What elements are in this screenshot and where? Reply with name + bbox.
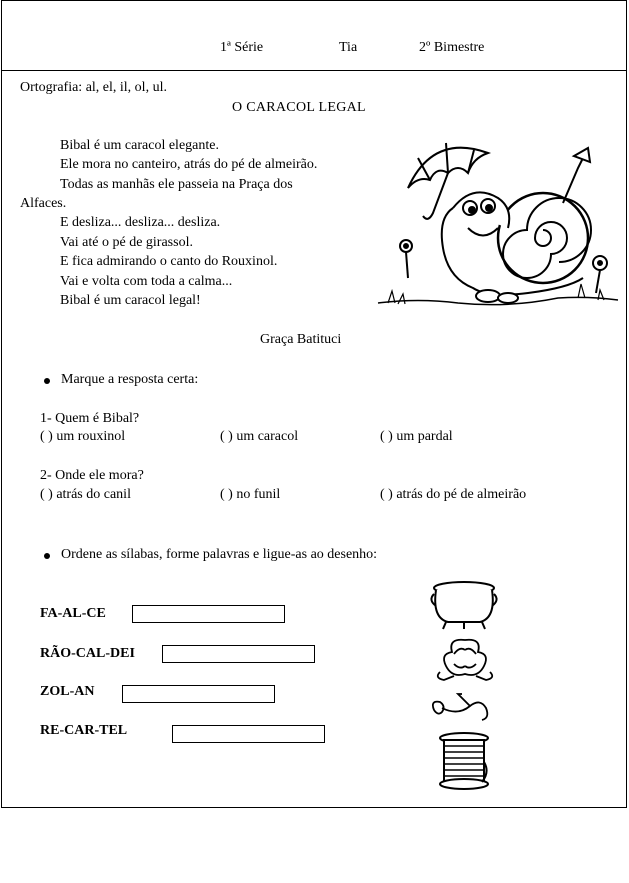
poem-line: Todas as manhãs ele passeia na Praça dos (60, 177, 293, 192)
exercise1-instruction: Marque a resposta certa: (61, 372, 199, 387)
poem-line: E fica admirando o canto do Rouxinol. (60, 254, 278, 269)
question-1-label: 1- Quem é Bibal? (40, 411, 140, 426)
syllable-item: RE-CAR-TEL (40, 723, 128, 738)
question-1-option[interactable]: ( ) um pardal (380, 429, 453, 444)
question-2-option[interactable]: ( ) atrás do pé de almeirão (380, 487, 527, 502)
poem-line: Bibal é um caracol elegante. (60, 138, 219, 153)
syllable-item: ZOL-AN (40, 684, 95, 699)
question-2-label: 2- Onde ele mora? (40, 468, 144, 483)
cauldron-icon[interactable] (428, 578, 500, 630)
flower-icon[interactable] (432, 632, 498, 684)
poem-line: Ele mora no canteiro, atrás do pé de almeirão. (60, 157, 318, 172)
answer-box[interactable] (162, 645, 315, 663)
grade-label: 1ª Série (220, 40, 264, 55)
fishhook-icon[interactable] (428, 690, 500, 730)
question-2-option[interactable]: ( ) no funil (220, 487, 281, 502)
answer-box[interactable] (132, 605, 285, 623)
question-1-option[interactable]: ( ) um caracol (220, 429, 299, 444)
poem-author: Graça Batituci (260, 332, 342, 347)
answer-box[interactable] (172, 725, 325, 743)
thread-spool-icon[interactable] (436, 732, 492, 792)
syllable-item: FA-AL-CE (40, 606, 106, 621)
poem-line: Vai até o pé de girassol. (60, 235, 193, 250)
syllable-item: RÃO-CAL-DEI (40, 646, 135, 661)
snail-with-umbrella-icon (378, 128, 618, 318)
poem-line: Bibal é um caracol legal! (60, 293, 201, 308)
bullet-icon (44, 378, 50, 384)
poem-title: O CARACOL LEGAL (232, 100, 366, 115)
exercise2-instruction: Ordene as sílabas, forme palavras e ligue-as ao desenho: (61, 547, 378, 562)
worksheet-frame (1, 0, 627, 808)
header-divider (1, 70, 627, 71)
poem-line: Alfaces. (20, 196, 67, 211)
answer-box[interactable] (122, 685, 275, 703)
topic-line: Ortografia: al, el, il, ol, ul. (20, 80, 167, 95)
poem-line: E desliza... desliza... desliza. (60, 215, 221, 230)
question-1-option[interactable]: ( ) um rouxinol (40, 429, 126, 444)
term-label: 2º Bimestre (419, 40, 485, 55)
poem-line: Vai e volta com toda a calma... (60, 274, 233, 289)
question-2-option[interactable]: ( ) atrás do canil (40, 487, 131, 502)
teacher-label: Tia (339, 40, 358, 55)
bullet-icon (44, 553, 50, 559)
